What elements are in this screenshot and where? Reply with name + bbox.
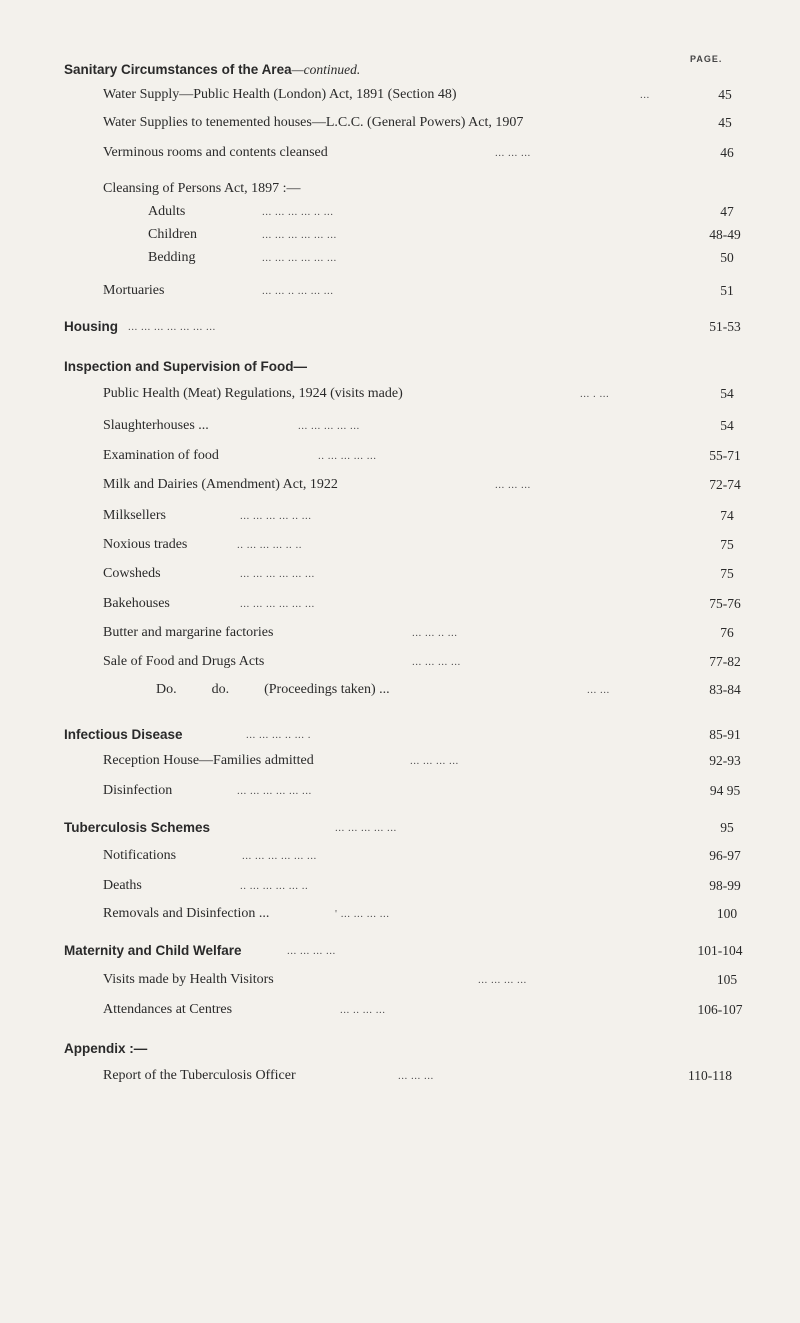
toc-entry-label: Notifications bbox=[103, 848, 177, 863]
toc-page-number: 95 bbox=[720, 820, 734, 835]
toc-leader-dots: ... ... ... ... ... ... bbox=[262, 252, 337, 264]
toc-subentry bbox=[0, 248, 800, 268]
toc-entry-label: Water Supply—Public Health (London) Act, 1891 (Section 48) bbox=[103, 87, 457, 102]
toc-entry bbox=[0, 846, 800, 866]
toc-page-number: 83-84 bbox=[709, 682, 741, 697]
toc-entry bbox=[0, 876, 800, 896]
toc-entry bbox=[0, 281, 800, 301]
toc-page-number: 75 bbox=[720, 566, 734, 581]
toc-entry-label: Examination of food bbox=[103, 448, 219, 463]
toc-heading-label: Maternity and Child Welfare bbox=[64, 943, 242, 958]
toc-leader-dots: ... ... ... ... .. ... bbox=[240, 510, 312, 522]
toc-leader-dots: ... ... ... ... bbox=[478, 974, 527, 986]
toc-leader-dots: ... ... ... ... ... ... ... bbox=[128, 321, 216, 333]
toc-page-number: 101-104 bbox=[697, 943, 743, 958]
toc-page-number: 54 bbox=[720, 418, 734, 433]
toc-leader-dots: ... ... ... ... bbox=[287, 945, 336, 957]
toc-leader-dots: ... ... ... .. ... . bbox=[246, 729, 311, 741]
toc-entry bbox=[0, 564, 800, 584]
toc-leader-dots: .. ... ... ... ... bbox=[318, 450, 377, 462]
toc-heading-label: Tuberculosis Schemes bbox=[64, 820, 211, 835]
toc-entry-label: Report of the Tuberculosis Officer bbox=[103, 1068, 296, 1083]
toc-page-number: 106-107 bbox=[697, 1002, 743, 1017]
toc-entry-label: Cleansing of Persons Act, 1897 :— bbox=[103, 181, 301, 196]
toc-entry-label: Attendances at Centres bbox=[103, 1002, 233, 1017]
toc-entry bbox=[0, 143, 800, 163]
toc-entry bbox=[0, 475, 800, 495]
toc-heading-housing bbox=[0, 317, 800, 337]
toc-entry bbox=[0, 594, 800, 614]
toc-page-number: 46 bbox=[720, 145, 734, 160]
toc-entry-label: Water Supplies to tenemented houses—L.C.C. (General Powers) Act, 1907 bbox=[103, 115, 524, 130]
toc-page-number: 50 bbox=[720, 250, 734, 265]
toc-page-number: 51 bbox=[720, 283, 734, 298]
toc-entry-label: Milk and Dairies (Amendment) Act, 1922 bbox=[103, 477, 338, 492]
toc-leader-dots: ... .. ... ... bbox=[340, 1004, 386, 1016]
toc-entry bbox=[0, 1066, 800, 1086]
toc-page-number: 72-74 bbox=[709, 477, 741, 492]
toc-leader-dots: ... ... .. ... ... ... bbox=[262, 285, 334, 297]
toc-entry bbox=[0, 179, 800, 199]
toc-heading-label: Appendix :— bbox=[64, 1041, 148, 1056]
toc-entry-label: Do. do. (Proceedings taken) ... bbox=[156, 682, 390, 697]
toc-entry-label: Sale of Food and Drugs Acts bbox=[103, 654, 265, 669]
toc-subentry bbox=[0, 202, 800, 222]
toc-entry-label: Butter and margarine factories bbox=[103, 625, 274, 640]
toc-leader-dots: ... ... ... ... ... ... bbox=[242, 850, 317, 862]
toc-leader-dots: ... bbox=[640, 89, 650, 101]
toc-entry-label: Public Health (Meat) Regulations, 1924 (visits made) bbox=[103, 386, 403, 401]
toc-heading-maternity bbox=[0, 941, 800, 961]
toc-entry bbox=[0, 751, 800, 771]
toc-page-number: 45 bbox=[718, 87, 732, 102]
toc-page-number: 55-71 bbox=[709, 448, 741, 463]
toc-entry bbox=[0, 506, 800, 526]
toc-entry-label: Bakehouses bbox=[103, 596, 170, 611]
toc-page-number: 110-118 bbox=[688, 1068, 732, 1083]
toc-leader-dots: ... ... .. ... bbox=[412, 627, 458, 639]
toc-page-number: 51-53 bbox=[709, 319, 741, 334]
toc-entry bbox=[0, 680, 800, 700]
toc-entry-label: Verminous rooms and contents cleansed bbox=[103, 145, 328, 160]
toc-entry-label: Deaths bbox=[103, 878, 142, 893]
toc-entry-label: Bedding bbox=[148, 250, 196, 265]
toc-entry-label: Slaughterhouses ... bbox=[103, 418, 209, 433]
toc-page-number: 94 95 bbox=[709, 783, 741, 798]
toc-page-number: 74 bbox=[720, 508, 734, 523]
toc-entry bbox=[0, 623, 800, 643]
toc-entry bbox=[0, 416, 800, 436]
toc-entry bbox=[0, 781, 800, 801]
toc-entry-label: Cowsheds bbox=[103, 566, 161, 581]
toc-entry-label: Adults bbox=[148, 204, 186, 219]
toc-entry-label: Noxious trades bbox=[103, 537, 188, 552]
toc-entry-label: Reception House—Families admitted bbox=[103, 753, 314, 768]
toc-leader-dots: ... ... ... bbox=[495, 147, 531, 159]
toc-heading-label: Housing bbox=[64, 319, 118, 334]
toc-heading-inspection bbox=[0, 357, 800, 377]
toc-heading-infectious-disease bbox=[0, 725, 800, 745]
toc-page-number: 105 bbox=[716, 972, 738, 987]
toc-page-number: 75 bbox=[720, 537, 734, 552]
toc-entry-label: Disinfection bbox=[103, 783, 173, 798]
toc-page-number: 75-76 bbox=[709, 596, 741, 611]
toc-entry-label: Milksellers bbox=[103, 508, 166, 523]
toc-page-number: 77-82 bbox=[709, 654, 741, 669]
toc-page-number: 45 bbox=[718, 115, 732, 130]
toc-leader-dots: .. ... ... ... .. .. bbox=[237, 539, 302, 551]
toc-heading-label: Sanitary Circumstances of the Area—continued. bbox=[64, 62, 361, 77]
toc-entry bbox=[0, 652, 800, 672]
toc-entry bbox=[0, 535, 800, 555]
toc-leader-dots: ... ... ... ... ... ... bbox=[240, 568, 315, 580]
continued-note: —continued. bbox=[291, 62, 361, 77]
toc-leader-dots: ... . ... bbox=[580, 388, 610, 400]
toc-entry-label: Children bbox=[148, 227, 197, 242]
toc-page-number: 96-97 bbox=[709, 848, 741, 863]
toc-page-number: 98-99 bbox=[709, 878, 741, 893]
toc-entry bbox=[0, 904, 800, 924]
toc-page-number: 47 bbox=[720, 204, 734, 219]
page-column-header: PAGE. bbox=[690, 54, 723, 64]
toc-page-number: 54 bbox=[720, 386, 734, 401]
toc-leader-dots: ... ... ... ... bbox=[412, 656, 461, 668]
toc-leader-dots: ... ... ... bbox=[398, 1070, 434, 1082]
toc-heading-label: Infectious Disease bbox=[64, 727, 183, 742]
toc-page-number: 48-49 bbox=[709, 227, 741, 242]
toc-entry-label: Mortuaries bbox=[103, 283, 165, 298]
toc-heading-label: Inspection and Supervision of Food— bbox=[64, 359, 308, 374]
toc-entry bbox=[0, 970, 800, 990]
toc-leader-dots: ... ... ... ... ... ... bbox=[262, 229, 337, 241]
toc-heading-tuberculosis bbox=[0, 818, 800, 838]
toc-leader-dots: ... ... ... ... ... bbox=[298, 420, 360, 432]
toc-leader-dots: ' ... ... ... ... bbox=[335, 908, 390, 920]
toc-page-number: 85-91 bbox=[709, 727, 741, 742]
toc-heading-sanitary bbox=[0, 60, 800, 80]
toc-entry bbox=[0, 384, 800, 404]
toc-leader-dots: ... ... ... ... ... ... bbox=[240, 598, 315, 610]
toc-entry-label: Removals and Disinfection ... bbox=[103, 906, 270, 921]
toc-leader-dots: ... ... ... ... ... bbox=[335, 822, 397, 834]
toc-leader-dots: ... ... ... bbox=[495, 479, 531, 491]
toc-leader-dots: ... ... bbox=[587, 684, 610, 696]
toc-entry-label: Visits made by Health Visitors bbox=[103, 972, 274, 987]
toc-page-number: 76 bbox=[720, 625, 734, 640]
toc-entry bbox=[0, 113, 800, 133]
toc-entry bbox=[0, 85, 800, 105]
toc-page-number: 100 bbox=[716, 906, 738, 921]
toc-leader-dots: .. ... ... ... ... .. bbox=[240, 880, 309, 892]
toc-heading-appendix bbox=[0, 1039, 800, 1059]
toc-entry bbox=[0, 1000, 800, 1020]
toc-subentry bbox=[0, 225, 800, 245]
toc-entry bbox=[0, 446, 800, 466]
toc-leader-dots: ... ... ... ... ... ... bbox=[237, 785, 312, 797]
toc-leader-dots: ... ... ... ... bbox=[410, 755, 459, 767]
toc-page-number: 92-93 bbox=[709, 753, 741, 768]
toc-leader-dots: ... ... ... ... .. ... bbox=[262, 206, 334, 218]
